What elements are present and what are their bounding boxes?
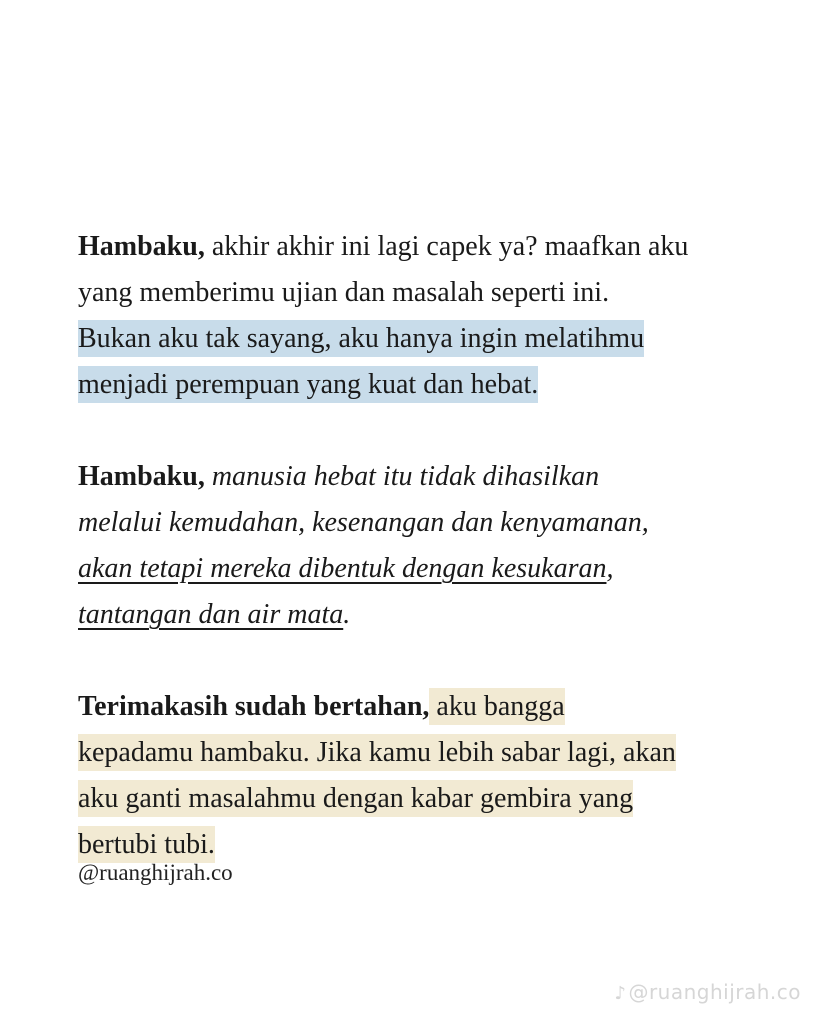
- highlight-cream-line-2: kepadamu hambaku. Jika kamu lebih sabar lagi, akan: [78, 734, 676, 771]
- paragraph-3: [78, 684, 758, 868]
- paragraph-1-line-1: [78, 224, 758, 270]
- underlined-text-line-4: tantangan dan air mata: [78, 599, 344, 630]
- paragraph-3-line-1: [78, 684, 758, 730]
- highlight-cream-line-1: aku bangga: [429, 688, 564, 725]
- paragraph-1: [78, 224, 758, 408]
- paragraph-1-line-4: [78, 362, 758, 408]
- paragraph-2-line-1-text: manusia hebat itu tidak dihasilkan: [204, 461, 600, 492]
- paragraph-2-lead: Hambaku,: [78, 461, 205, 492]
- highlight-blue-line-4: menjadi perempuan yang kuat dan hebat.: [78, 366, 538, 403]
- watermark-text: @ruanghijrah.co: [628, 980, 801, 1004]
- paragraph-2-line-1: [78, 454, 758, 500]
- paragraph-2-line-4-tail: .: [343, 599, 351, 630]
- paragraph-1-line-1-text: akhir akhir ini lagi capek ya? maafkan aku: [204, 231, 689, 262]
- paragraph-1-line-2: yang memberimu ujian dan masalah seperti ini.: [78, 277, 610, 308]
- highlight-blue-line-3: Bukan aku tak sayang, aku hanya ingin melatihmu: [78, 320, 644, 357]
- tiktok-watermark: [614, 980, 801, 1004]
- quote-content: [78, 224, 758, 868]
- author-handle: @ruanghijrah.co: [78, 860, 233, 885]
- paragraph-1-lead: Hambaku,: [78, 231, 205, 262]
- paragraph-2: [78, 454, 758, 638]
- paragraph-1-line-3: [78, 316, 758, 362]
- underlined-text-line-3: akan tetapi mereka dibentuk dengan kesukaran: [78, 553, 607, 584]
- highlight-cream-line-4: bertubi tubi.: [78, 826, 215, 863]
- paragraph-3-lead: Terimakasih sudah bertahan,: [78, 691, 430, 722]
- tiktok-icon: ♪: [614, 983, 627, 1004]
- paragraph-3-line-3: [78, 776, 758, 822]
- paragraph-2-line-3: [78, 546, 758, 592]
- paragraph-2-line-3-tail: ,: [606, 553, 614, 584]
- paragraph-3-line-2: [78, 730, 758, 776]
- paragraph-2-line-2: melalui kemudahan, kesenangan dan kenyamanan,: [78, 507, 649, 538]
- highlight-cream-line-3: aku ganti masalahmu dengan kabar gembira yang: [78, 780, 633, 817]
- paragraph-2-line-4: [78, 592, 758, 638]
